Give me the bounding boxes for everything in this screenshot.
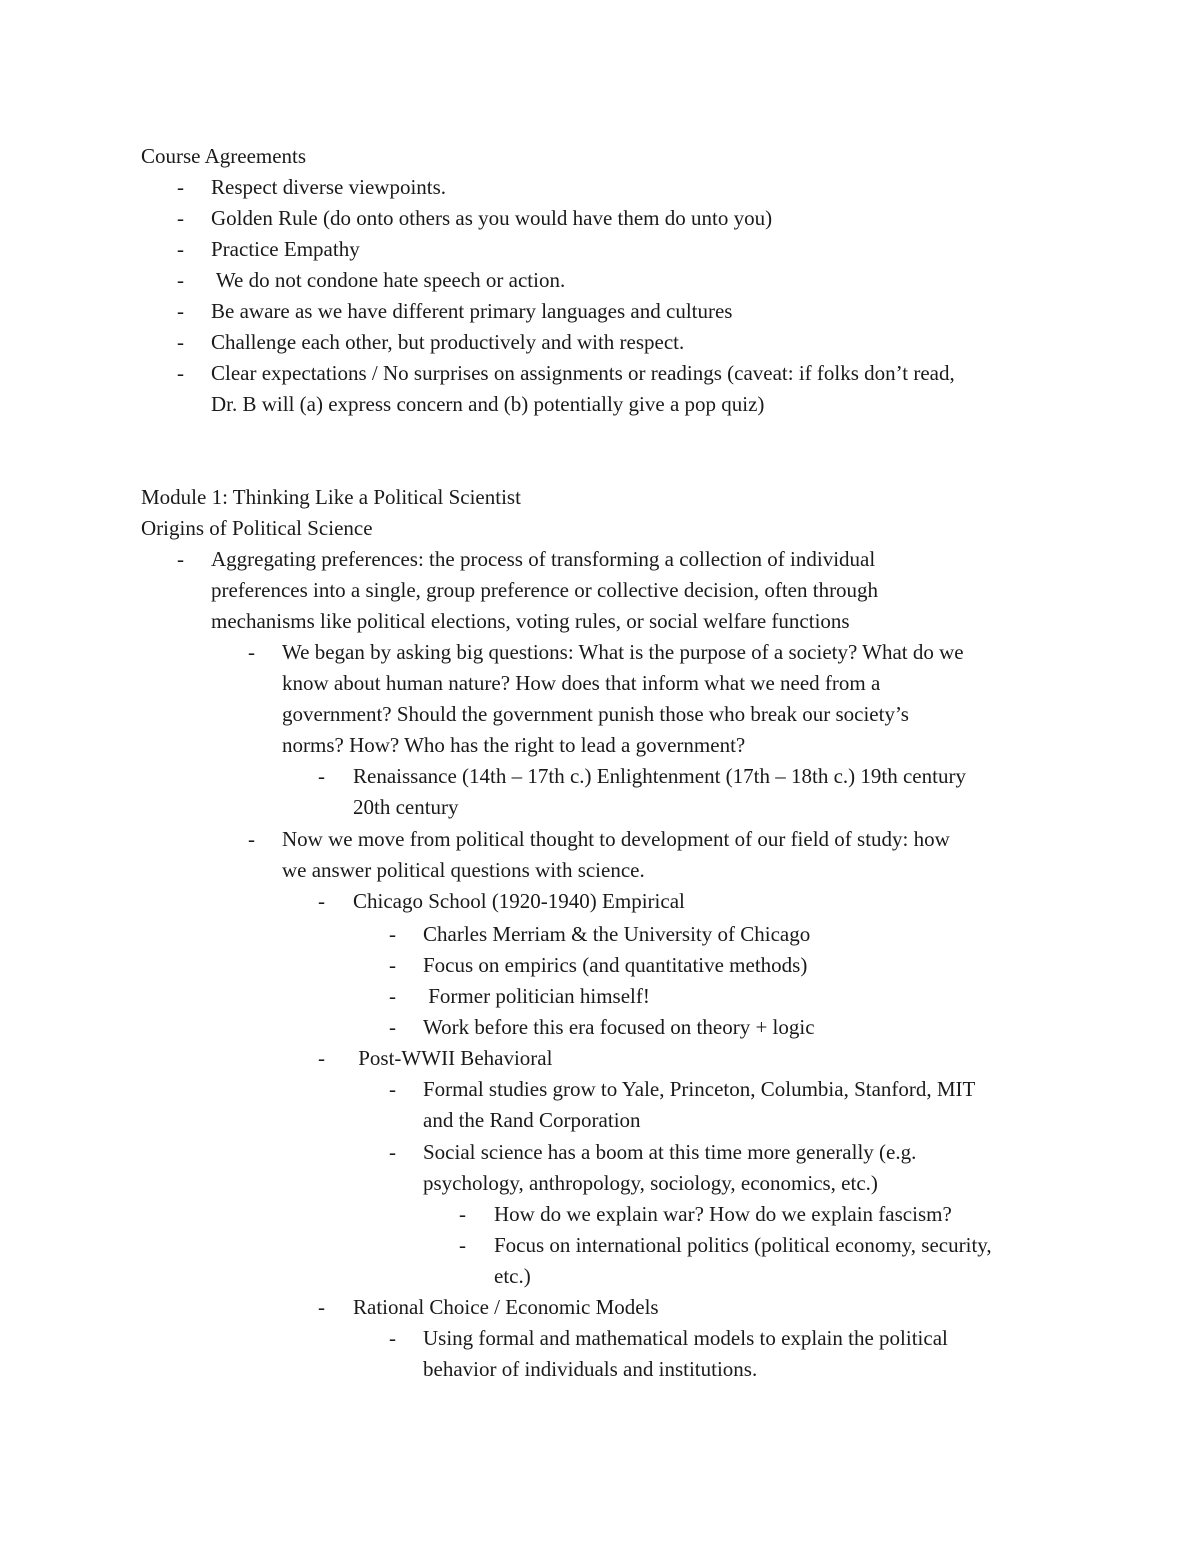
bullet-dash: -: [177, 547, 184, 571]
module-title: Module 1: Thinking Like a Political Scientist: [141, 485, 521, 509]
bullet-dash: -: [248, 827, 255, 851]
outline-line: Former politician himself!: [423, 984, 650, 1008]
outline-line: How do we explain war? How do we explain fascism?: [494, 1202, 952, 1226]
outline-line: we answer political questions with science.: [282, 858, 645, 882]
outline-line: Aggregating preferences: the process of transforming a collection of individual: [211, 547, 876, 571]
bullet-dash: -: [318, 1295, 325, 1319]
module-subtitle: Origins of Political Science: [141, 516, 373, 540]
outline-line: Charles Merriam & the University of Chicago: [423, 922, 811, 946]
agreement-item: Clear expectations / No surprises on assignments or readings (caveat: if folks don’t read,: [211, 361, 955, 385]
outline-line: Work before this era focused on theory + logic: [423, 1015, 815, 1039]
outline-line: mechanisms like political elections, voting rules, or social welfare functions: [211, 609, 850, 633]
bullet-dash: -: [389, 1015, 396, 1039]
agreement-item: Practice Empathy: [211, 237, 360, 261]
course-agreements-heading: Course Agreements: [141, 144, 307, 168]
bullet-dash: -: [389, 984, 396, 1008]
outline-line: Focus on empirics (and quantitative methods): [423, 953, 808, 977]
bullet-dash: -: [177, 175, 184, 199]
agreement-item: We do not condone hate speech or action.: [211, 268, 566, 292]
outline-line: Renaissance (14th – 17th c.) Enlightenment (17th – 18th c.) 19th century: [353, 764, 966, 788]
outline-line: Formal studies grow to Yale, Princeton, Columbia, Stanford, MIT: [423, 1077, 976, 1101]
bullet-dash: -: [389, 1077, 396, 1101]
bullet-dash: -: [248, 640, 255, 664]
bullet-dash: -: [177, 299, 184, 323]
outline-line: Post-WWII Behavioral: [353, 1046, 553, 1070]
agreement-item: Respect diverse viewpoints.: [211, 175, 447, 199]
bullet-dash: -: [318, 1046, 325, 1070]
outline-line: Now we move from political thought to development of our field of study: how: [282, 827, 950, 851]
bullet-dash: -: [177, 361, 184, 385]
bullet-dash: -: [177, 237, 184, 261]
bullet-dash: -: [177, 206, 184, 230]
outline-line: behavior of individuals and institutions.: [423, 1357, 758, 1381]
outline-line: 20th century: [353, 795, 459, 819]
bullet-dash: -: [318, 889, 325, 913]
outline-line: Rational Choice / Economic Models: [353, 1295, 659, 1319]
agreement-item-continuation: Dr. B will (a) express concern and (b) potentially give a pop quiz): [211, 392, 765, 416]
outline-line: government? Should the government punish those who break our society’s: [282, 702, 909, 726]
outline-line: Chicago School (1920-1940) Empirical: [353, 889, 685, 913]
bullet-dash: -: [389, 922, 396, 946]
bullet-dash: -: [389, 1326, 396, 1350]
outline-line: know about human nature? How does that inform what we need from a: [282, 671, 881, 695]
bullet-dash: -: [318, 764, 325, 788]
bullet-dash: -: [389, 953, 396, 977]
bullet-dash: -: [177, 268, 184, 292]
bullet-dash: -: [389, 1140, 396, 1164]
agreement-item: Challenge each other, but productively and with respect.: [211, 330, 685, 354]
outline-line: psychology, anthropology, sociology, economics, etc.): [423, 1171, 878, 1195]
outline-line: We began by asking big questions: What is the purpose of a society? What do we: [282, 640, 964, 664]
outline-line: and the Rand Corporation: [423, 1108, 641, 1132]
bullet-dash: -: [177, 330, 184, 354]
outline-line: preferences into a single, group preference or collective decision, often through: [211, 578, 879, 602]
agreement-item: Golden Rule (do onto others as you would have them do unto you): [211, 206, 773, 230]
bullet-dash: -: [459, 1233, 466, 1257]
outline-line: norms? How? Who has the right to lead a government?: [282, 733, 746, 757]
outline-line: Social science has a boom at this time more generally (e.g.: [423, 1140, 917, 1164]
bullet-dash: -: [459, 1202, 466, 1226]
outline-line: Focus on international politics (political economy, security,: [494, 1233, 992, 1257]
outline-line: etc.): [494, 1264, 531, 1288]
outline-line: Using formal and mathematical models to explain the political: [423, 1326, 948, 1350]
agreement-item: Be aware as we have different primary languages and cultures: [211, 299, 733, 323]
